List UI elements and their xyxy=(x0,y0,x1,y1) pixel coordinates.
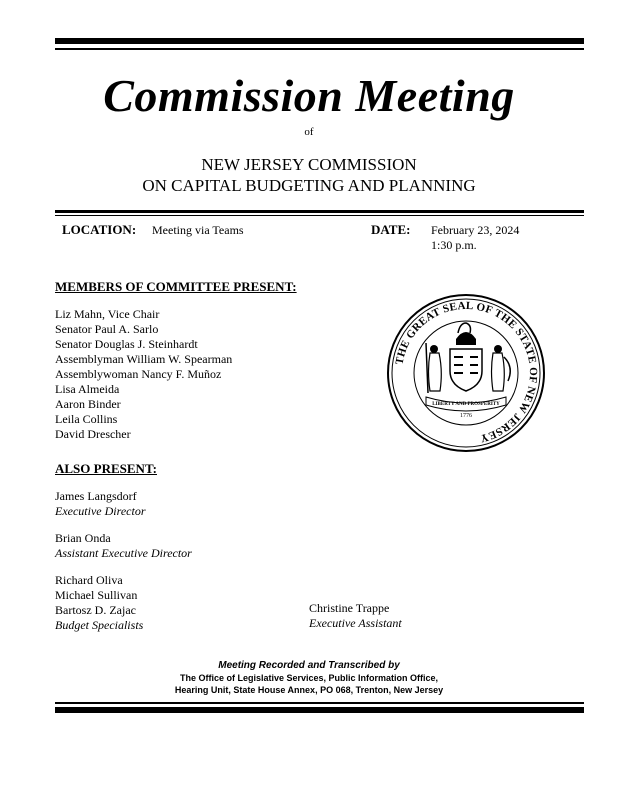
staff-block-budget xyxy=(55,573,143,633)
member-item: Assemblywoman Nancy F. Muñoz xyxy=(55,367,222,381)
also-present-heading: ALSO PRESENT: xyxy=(55,461,157,476)
staff-title: Budget Specialists xyxy=(55,618,144,632)
footer-line2: The Office of Legislative Services, Public Information Office, xyxy=(179,673,439,683)
staff-title: Executive Assistant xyxy=(309,616,402,630)
seal-ribbon-text: LIBERTY AND PROSPERITY xyxy=(432,402,500,407)
info-rule-thick xyxy=(55,210,584,213)
location-value: Meeting via Teams xyxy=(152,223,244,237)
seal-year: 1776 xyxy=(460,413,472,419)
staff-title: Assistant Executive Director xyxy=(55,546,192,560)
staff-block-langsdorf xyxy=(55,489,146,519)
top-rule-thin xyxy=(55,48,584,50)
members-heading: MEMBERS OF COMMITTEE PRESENT: xyxy=(55,279,297,294)
location-label: LOCATION: xyxy=(62,222,137,237)
staff-block-trappe xyxy=(309,601,402,631)
member-item: Aaron Binder xyxy=(55,397,121,411)
member-item: Lisa Almeida xyxy=(55,382,120,396)
member-item: Assemblyman William W. Spearman xyxy=(55,352,233,366)
staff-name: Bartosz D. Zajac xyxy=(55,603,136,617)
staff-name: Christine Trappe xyxy=(309,601,390,615)
staff-block-onda xyxy=(55,531,192,561)
members-list xyxy=(55,307,232,442)
commission-name-line2: ON CAPITAL BUDGETING AND PLANNING xyxy=(142,176,476,195)
bottom-rule-thick xyxy=(55,707,584,713)
top-rule-thick xyxy=(55,38,584,44)
time-text: 1:30 p.m. xyxy=(431,238,477,252)
staff-name: James Langsdorf xyxy=(55,489,137,503)
page-title: Commission Meeting xyxy=(103,70,515,121)
date-label: DATE: xyxy=(371,222,411,237)
seal-text: THE GREAT SEAL OF THE STATE OF NEW JERSEY xyxy=(393,299,540,445)
bottom-rule-thin xyxy=(55,702,584,704)
footer-line1: Meeting Recorded and Transcribed by xyxy=(218,660,400,671)
member-item: Senator Paul A. Sarlo xyxy=(55,322,159,336)
date-value xyxy=(431,223,519,253)
of-text: of xyxy=(304,126,314,138)
staff-name: Michael Sullivan xyxy=(55,588,138,602)
date-text: February 23, 2024 xyxy=(431,223,520,237)
commission-name xyxy=(0,154,618,196)
member-item: Senator Douglas J. Steinhardt xyxy=(55,337,198,351)
staff-title: Executive Director xyxy=(55,504,146,518)
staff-name: Brian Onda xyxy=(55,531,111,545)
info-rule-thin xyxy=(55,215,584,216)
member-item: David Drescher xyxy=(55,427,131,441)
member-item: Liz Mahn, Vice Chair xyxy=(55,307,160,321)
commission-name-line1: NEW JERSEY COMMISSION xyxy=(201,155,417,174)
great-seal-image xyxy=(386,293,546,453)
footer-line3: Hearing Unit, State House Annex, PO 068, Trenton, New Jersey xyxy=(174,685,444,695)
staff-name: Richard Oliva xyxy=(55,573,123,587)
transcription-footer xyxy=(0,660,618,696)
member-item: Leila Collins xyxy=(55,412,118,426)
